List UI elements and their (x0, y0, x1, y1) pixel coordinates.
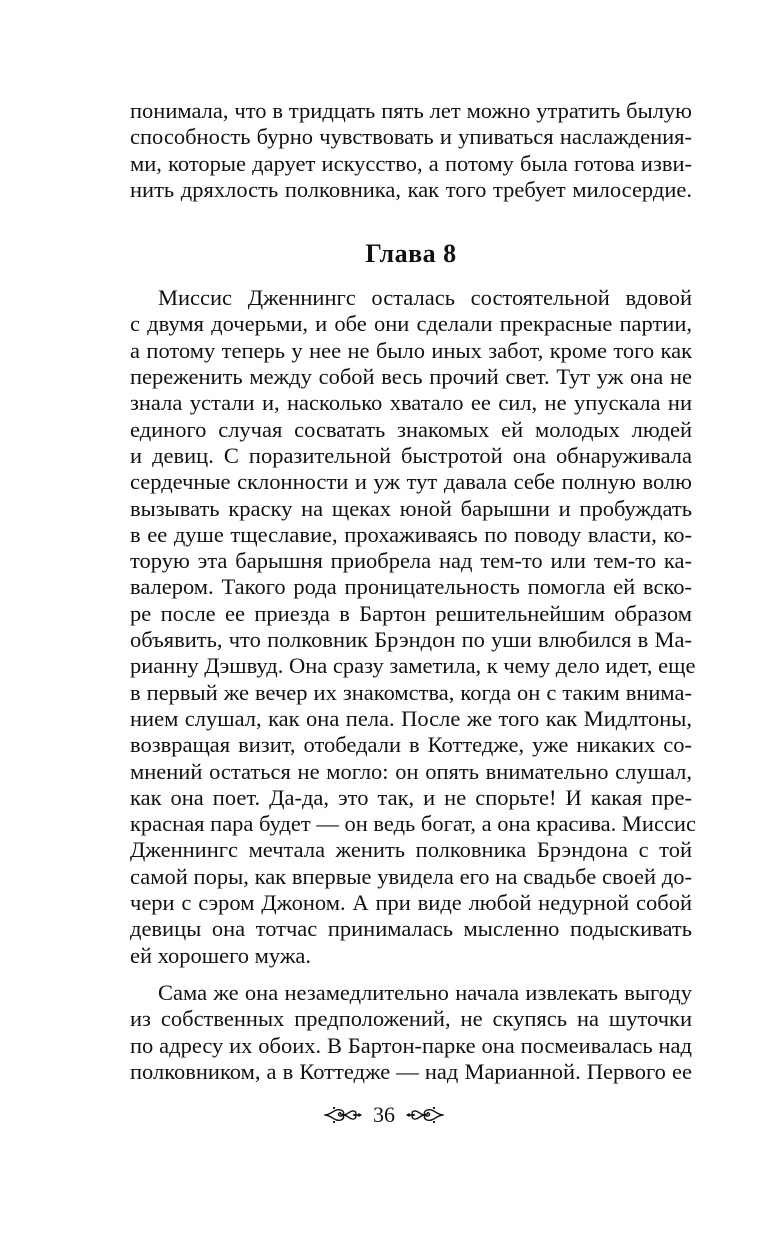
text-line: знала устали и, насколько хватало ее сил, не упускала ни (130, 390, 692, 416)
paragraph-1 (130, 285, 696, 969)
text-line: вызывать краску на щеках юной барышни и пробуждать (130, 495, 692, 521)
text-line: объявить, что полковник Брэндон по уши влюбился в Ма- (130, 627, 692, 653)
text-line: единого случая сосватать знакомых ей молодых людей (130, 416, 692, 442)
text-line: понимала, что в тридцать пять лет можно утратить былую (130, 98, 692, 123)
text-line: ей хорошего мужа. (130, 942, 311, 968)
text-line: нить дряхлость полковника, как того требует милосердие. (130, 176, 692, 202)
page-number: 36 (373, 1102, 395, 1127)
text-line: с двумя дочерьми, и обе они сделали прекрасные партии, (130, 311, 692, 337)
text-line: ми, которые дарует искусство, а потому была готова изви- (130, 150, 692, 176)
paragraph-2 (130, 980, 692, 1085)
text-line: а потому теперь у нее не было иных забот, кроме того как (130, 337, 692, 363)
text-line: полковником, а в Коттедже — над Марианной. Первого ее (130, 1058, 692, 1084)
text-line: в первый же вечер их знакомства, когда он с таким внима- (130, 679, 692, 705)
text-line: по адресу их обоих. В Бартон-парке она посмеивалась над (130, 1032, 692, 1058)
text-line: сердечные склонности и уж тут давала себе полную волю (130, 469, 692, 495)
text-line: в ее душе тщеславие, прохаживаясь по поводу власти, ко- (130, 521, 692, 547)
page-footer (0, 1100, 768, 1130)
text-line: рианну Дэшвуд. Она сразу заметила, к чему дело идет, еще (130, 653, 696, 679)
text-line: и девиц. С поразительной быстротой она обнаруживала (130, 442, 692, 468)
text-line: Сама же она незамедлительно начала извлекать выгоду (158, 979, 692, 1005)
page-body (130, 98, 696, 1085)
text-line: Миссис Дженнингс осталась состоятельной вдовой (158, 285, 692, 311)
chapter-heading: Глава 8 (365, 239, 457, 269)
text-line: девицы она тотчас принималась мысленно подыскивать (130, 916, 692, 942)
text-line: мнений остаться не могло: он опять внимательно слушал, (130, 758, 692, 784)
text-line: Дженнингс мечтала женить полковника Брэндона с той (130, 837, 692, 863)
text-line: валером. Такого рода проницательность помогла ей вско- (130, 574, 692, 600)
continuation-paragraph (130, 98, 692, 203)
floral-ornament-icon (323, 1104, 363, 1126)
text-line: способность бурно чувствовать и упиваться наслаждения- (130, 124, 692, 150)
floral-ornament-icon (405, 1104, 445, 1126)
text-line: чери с сэром Джоном. А при виде любой недурной собой (130, 890, 692, 916)
text-line: как она поет. Да-да, это так, и не спорьте! И какая пре- (130, 784, 692, 810)
text-line: самой поры, как впервые увидела его на свадьбе своей до- (130, 863, 692, 889)
text-line: торую эта барышня приобрела над тем-то или тем-то ка- (130, 548, 692, 574)
text-line: переженить между собой весь прочий свет. Тут уж она не (130, 364, 692, 390)
text-line: из собственных предположений, не скупясь на шуточки (130, 1006, 692, 1032)
text-line: красная пара будет — он ведь богат, а она красива. Миссис (130, 811, 696, 837)
text-line: возвращая визит, отобедали в Коттедже, уже никаких со- (130, 732, 692, 758)
text-line: нием слушал, как она пела. После же того как Мидлтоны, (130, 705, 692, 731)
text-line: ре после ее приезда в Бартон решительнейшим образом (130, 600, 692, 626)
